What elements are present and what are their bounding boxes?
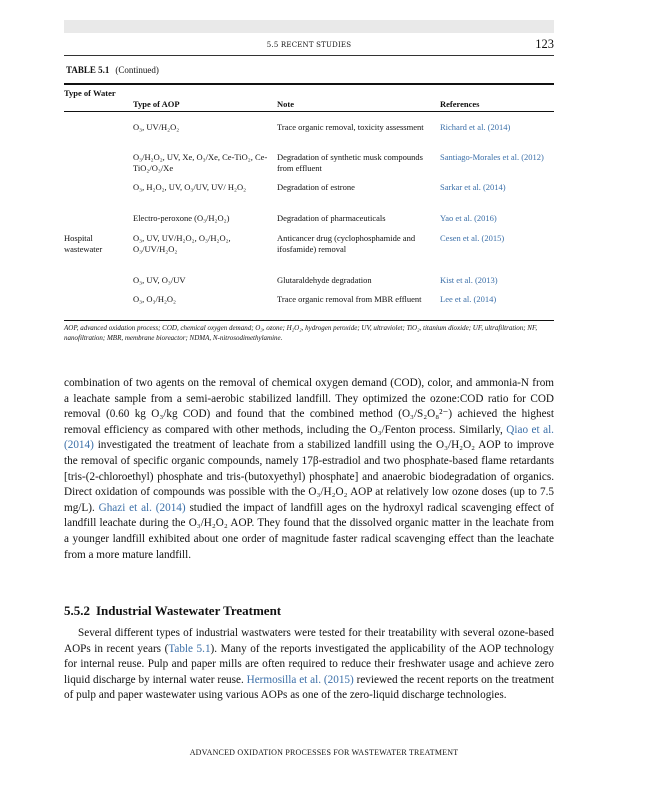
section-heading [64, 603, 281, 619]
paragraph-text: studied the impact of landfill ages on the hydroxyl radical scavenging effect of landfill leachate during the O₃/H₂O₂ AOP. They found that the dissolved organic matter in the leachate from a younger landfill exhibited about one order of magnitude faster radical scavenging effect than the leachate from a more mature landfill. [64, 501, 555, 561]
table-cell-reference[interactable]: Yao et al. (2016) [440, 213, 497, 223]
table-cell-aop: Electro-peroxone (O₃/H₂O₂) [133, 213, 230, 223]
table-label: TABLE 5.1 [66, 65, 110, 75]
table-header-rule [64, 111, 554, 112]
table-footnote: AOP, advanced oxidation process; COD, chemical oxygen demand; O₃, ozone; H₂O₂, hydrogen peroxide; UV, ultraviolet; TiO₂, titanium dioxide; UF, ultrafiltration; NF, nanofiltration; MBR, membrane bioreactor; NDMA, N-nitrosodimethylamine. [64, 324, 538, 342]
citation-link[interactable]: Qiao et al. (2014) [64, 423, 554, 452]
table-cell-note: Degradation of synthetic musk compounds from effluent [277, 152, 423, 173]
column-header-note: Note [277, 99, 294, 109]
section-title: Industrial Wastewater Treatment [96, 603, 282, 618]
table-cell-aop: O₃, UV/H₂O₂ [133, 122, 180, 132]
table-cell-aop: O₃, H₂O₂, UV, O₃/UV, UV/ H₂O₂ [133, 182, 247, 192]
section-number: 5.5.2 [64, 603, 90, 618]
table-cell-aop: O₃, UV, O₃/UV [133, 275, 186, 285]
paragraph-text: reviewed the recent reports on the treatment of pulp and paper wastewater using various AOPs as one of the zero-liquid discharge technologies. [64, 673, 555, 702]
paragraph-text: ). Many of the reports investigated the applicability of the AOP technology for internal reuse. Pulp and paper mills are often required to reduce their freshwater usage and achieve zero liquid discharge by internal water reuse. [64, 642, 555, 686]
body-paragraph-1 [64, 376, 554, 563]
header-bar [64, 20, 554, 33]
table-cell-note: Degradation of pharmaceuticals [277, 213, 386, 223]
table-cell-note: Degradation of estrone [277, 182, 355, 192]
page-footer: ADVANCED OXIDATION PROCESSES FOR WASTEWATER TREATMENT [189, 748, 459, 757]
table-cell-reference[interactable]: Cesen et al. (2015) [440, 233, 505, 243]
table-cell-reference[interactable]: Kist et al. (2013) [440, 275, 498, 285]
table-continued: (Continued) [115, 65, 159, 75]
table-cell-note: Glutaraldehyde degradation [277, 275, 372, 285]
table-cell-note: Trace organic removal, toxicity assessment [277, 122, 424, 132]
table-cell-reference[interactable]: Richard et al. (2014) [440, 122, 511, 132]
paragraph-text: combination of two agents on the removal of chemical oxygen demand (COD), color, and ammonia-N from a leachate sample from a semi-aerobic stabilized landfill. They optimized the ozone:COD ratio for COD removal (0.60 kg O₃/kg COD) and found that the combined method (O₃/S₂O₈²⁻) achieved the highest removal efficiency as compared with other methods, including the O₃/Fenton process. Similarly, [64, 377, 554, 436]
running-title: 5.5 RECENT STUDIES [266, 41, 352, 49]
paragraph-text: investigated the treatment of leachate from a stabilized landfill using the O₃/H₂O₂ AOP to improve the removal of specific organic compounds, namely 17β-estradiol and two phosphate-based flame retardants [tris-(2-chloroethyl) phosphate and tris-(butoxyethyl) phosphate] and anaerobic biodegradation of organics. Direct oxidation of compounds was possible with the O₃/H₂O₂ AOP at relatively low ozone doses (up to 7.5 mg/L). [64, 439, 554, 514]
table-cell-reference[interactable]: Sarkar et al. (2014) [440, 182, 506, 192]
table-cell-reference[interactable]: Lee et al. (2014) [440, 294, 497, 304]
body-paragraph-2 [64, 626, 554, 704]
running-head [64, 37, 554, 53]
table-cell-aop: O₃/H₂O₂, UV, Xe, O₃/Xe, Ce-TiO₂, Ce-TiO₂/O₃/Xe [133, 152, 268, 173]
column-header-references: References [440, 99, 480, 109]
table-reference-link[interactable]: Table 5.1 [168, 642, 211, 655]
citation-link[interactable]: Hermosilla et al. (2015) [246, 673, 354, 686]
citation-link[interactable]: Ghazi et al. (2014) [98, 501, 186, 514]
header-rule [64, 55, 554, 56]
table-cell-note: Anticancer drug (cyclophosphamide and ifosfamide) removal [277, 233, 416, 254]
table-cell-aop: O₃, O₃/H₂O₂ [133, 294, 177, 304]
table-cell-reference[interactable]: Santiago-Morales et al. (2012) [440, 152, 544, 162]
column-header-aop: Type of AOP [133, 99, 180, 109]
table-caption [66, 65, 159, 75]
table-cell-aop: O₃, UV, UV/H₂O₂, O₃/H₂O₂, O₃/UV/H₂O₂ [133, 233, 231, 254]
paragraph-text: Several different types of industrial wastwaters were tested for their treatability with several ozone-based AOPs in recent years ( [64, 627, 554, 655]
table-cell-water: Hospital wastewater [64, 233, 103, 254]
table-cell-note: Trace organic removal from MBR effluent [277, 294, 422, 304]
column-header-water: Type of Water [64, 88, 116, 98]
page-number: 123 [535, 37, 554, 51]
table-top-rule [64, 83, 554, 85]
table-bottom-rule [64, 320, 554, 321]
